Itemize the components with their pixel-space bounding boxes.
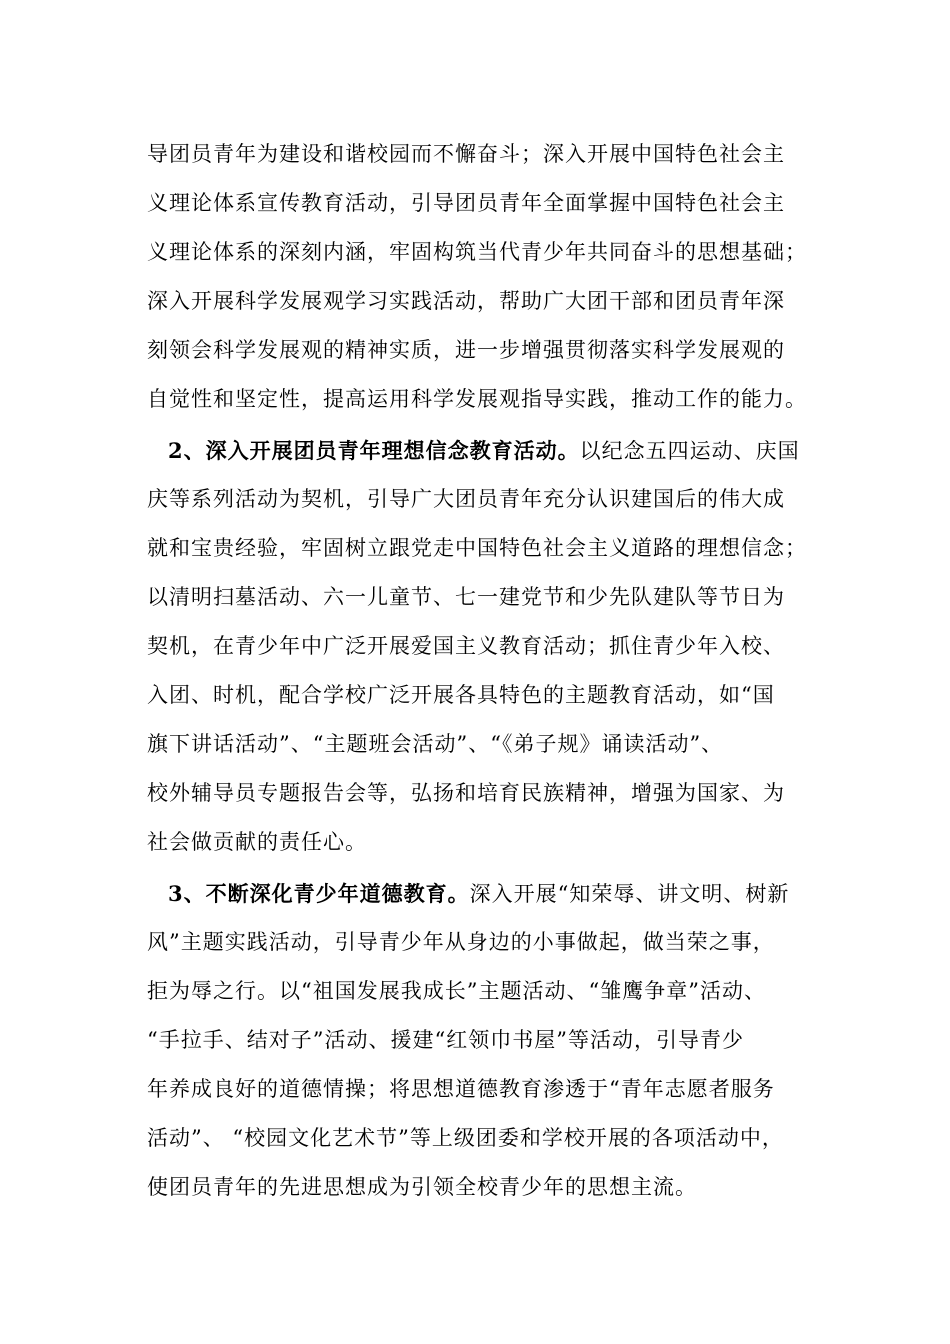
- section-2-first-line-text: 以纪念五四运动、庆国: [579, 439, 800, 463]
- section-3-first-line-text: 深入开展“知荣辱、讲文明、树新: [469, 882, 790, 906]
- text-line: 拒为辱之行。以“祖国发展我成长”主题活动、“雏鹰争章”活动、: [147, 979, 766, 1003]
- text-line: 风”主题实践活动，引导青少年从身边的小事做起，做当荣之事，: [147, 930, 775, 954]
- text-line: 年养成良好的道德情操；将思想道德教育渗透于“青年志愿者服务: [147, 1077, 775, 1101]
- text-line: 校外辅导员专题报告会等，弘扬和培育民族精神，增强为国家、为: [147, 781, 785, 805]
- paragraph-intro: [147, 130, 827, 424]
- section-3-first-line: [147, 869, 827, 918]
- text-line: 深入开展科学发展观学习实践活动，帮助广大团干部和团员青年深: [147, 289, 785, 313]
- text-line: 刻领会科学发展观的精神实质，进一步增强贯彻落实科学发展观的: [147, 338, 785, 362]
- text-line: 契机，在青少年中广泛开展爱国主义教育活动；抓住青少年入校、: [147, 634, 785, 658]
- text-line: 自觉性和坚定性，提高运用科学发展观指导实践，推动工作的能力。: [147, 387, 807, 411]
- text-line: 使团员青年的先进思想成为引领全校青少年的思想主流。: [147, 1175, 697, 1199]
- text-line: 就和宝贵经验，牢固树立跟党走中国特色社会主义道路的理想信念；: [147, 536, 807, 560]
- text-line: “手拉手、结对子”活动、援建“红领巾书屋”等活动，引导青少: [147, 1028, 744, 1052]
- text-line: 义理论体系的深刻内涵，牢固构筑当代青少年共同奋斗的思想基础；: [147, 240, 807, 264]
- paragraph-section-2: [147, 426, 827, 867]
- text-line: 旗下讲话活动”、“主题班会活动”、“《弟子规》诵读活动”、: [147, 732, 724, 756]
- text-line: 入团、时机，配合学校广泛开展各具特色的主题教育活动，如“国: [147, 683, 775, 707]
- document-body: [147, 130, 827, 1212]
- section-3-heading: 3、不断深化青少年道德教育。: [168, 881, 470, 906]
- text-line: 庆等系列活动为契机，引导广大团员青年充分认识建国后的伟大成: [147, 487, 785, 511]
- text-line: 义理论体系宣传教育活动，引导团员青年全面掌握中国特色社会主: [147, 191, 785, 215]
- text-line: 导团员青年为建设和谐校园而不懈奋斗；深入开展中国特色社会主: [147, 142, 785, 166]
- section-2-first-line: [147, 426, 827, 475]
- text-line: 活动”、 “校园文化艺术节”等上级团委和学校开展的各项活动中，: [147, 1126, 784, 1150]
- text-line: 以清明扫墓活动、六一儿童节、七一建党节和少先队建队等节日为: [147, 585, 785, 609]
- paragraph-section-3: [147, 869, 827, 1212]
- text-line: 社会做贡献的责任心。: [147, 830, 367, 854]
- section-2-heading: 2、深入开展团员青年理想信念教育活动。: [168, 438, 580, 463]
